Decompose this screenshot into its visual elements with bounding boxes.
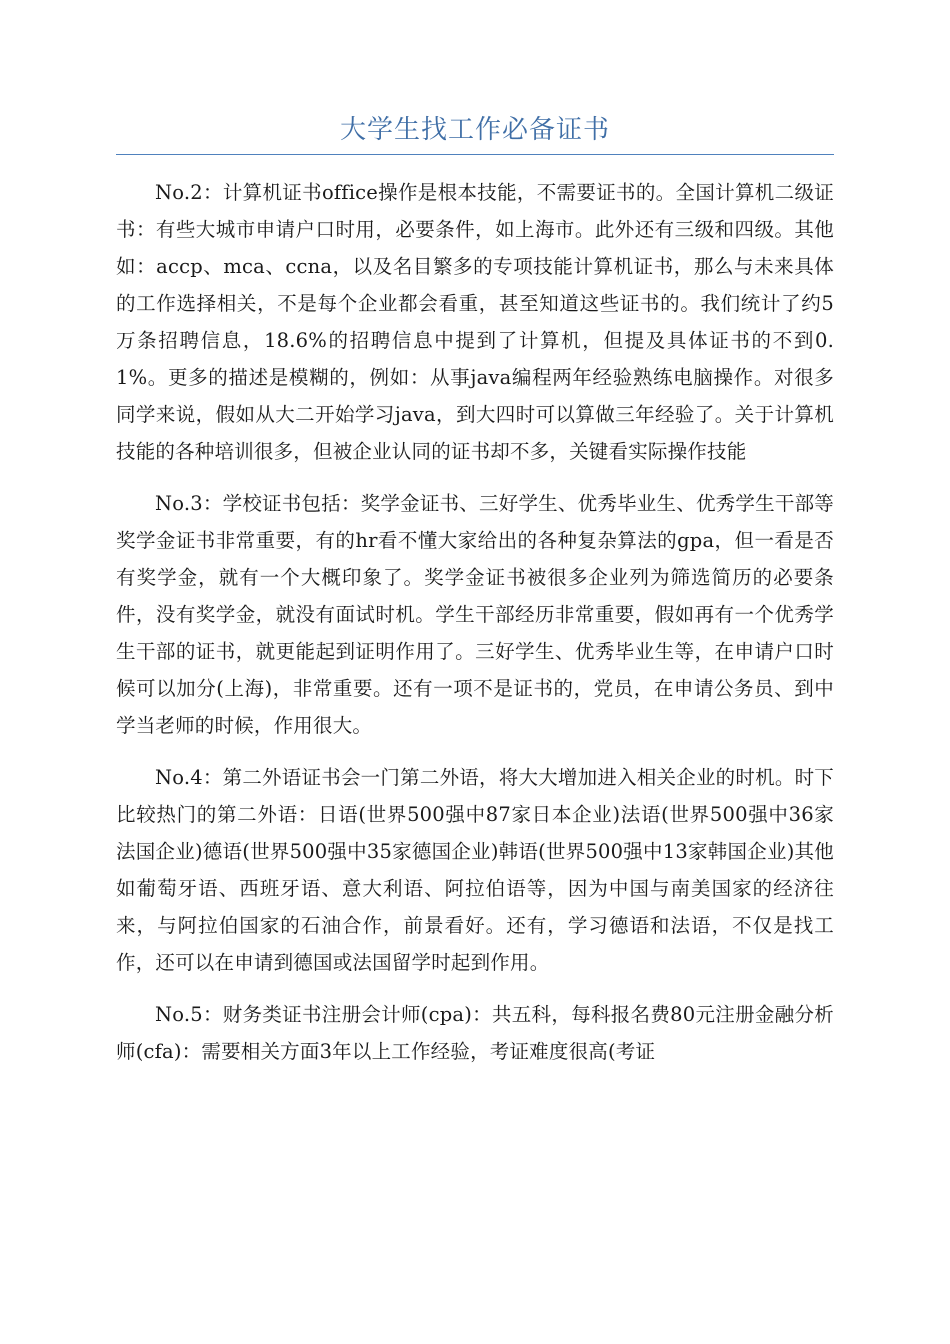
paragraph-finance-certificates: No.5：财务类证书注册会计师(cpa)：共五科，每科报名费80元注册金融分析师(cfa)：需要相关方面3年以上工作经验，考证难度很高(考证 (116, 1003, 834, 1063)
paragraph-school-certificates: No.3：学校证书包括：奖学金证书、三好学生、优秀毕业生、优秀学生干部等奖学金证书非常重要，有的hr看不懂大家给出的各种复杂算法的gpa，但一看是否有奖学金，就有一个大概印象了。奖学金证书被很多企业列为筛选简历的必要条件，没有奖学金，就没有面试时机。学生干部经历非常重要，假如再有一个优秀学生干部的证书，就更能起到证明作用了。三好学生、优秀毕业生等，在申请户口时候可以加分(上海)，非常重要。还有一项不是证书的，党员，在申请公务员、到中学当老师的时候，作用很大。 (116, 492, 834, 737)
document-body (116, 174, 834, 1085)
title-underline (116, 154, 834, 155)
paragraph-second-language: No.4：第二外语证书会一门第二外语，将大大增加进入相关企业的时机。时下比较热门的第二外语：日语(世界500强中87家日本企业)法语(世界500强中36家法国企业)德语(世界500强中35家德国企业)韩语(世界500强中13家韩国企业)其他如葡萄牙语、西班牙语、意大利语、阿拉伯语等，因为中国与南美国家的经济往来，与阿拉伯国家的石油合作，前景看好。还有，学习德语和法语，不仅是找工作，还可以在申请到德国或法国留学时起到作用。 (116, 766, 834, 974)
document-title: 大学生找工作必备证书 (339, 115, 610, 145)
paragraph-computer-certificates: No.2：计算机证书office操作是根本技能，不需要证书的。全国计算机二级证书：有些大城市申请户口时用，必要条件，如上海市。此外还有三级和四级。其他如：accp、mca、ccna，以及名目繁多的专项技能计算机证书，那么与未来具体的工作选择相关，不是每个企业都会看重，甚至知道这些证书的。我们统计了约5万条招聘信息，18.6%的招聘信息中提到了计算机，但提及具体证书的不到0.1%。更多的描述是模糊的，例如：从事java编程两年经验熟练电脑操作。对很多同学来说，假如从大二开始学习java，到大四时可以算做三年经验了。关于计算机技能的各种培训很多，但被企业认同的证书却不多，关键看实际操作技能 (116, 181, 834, 463)
